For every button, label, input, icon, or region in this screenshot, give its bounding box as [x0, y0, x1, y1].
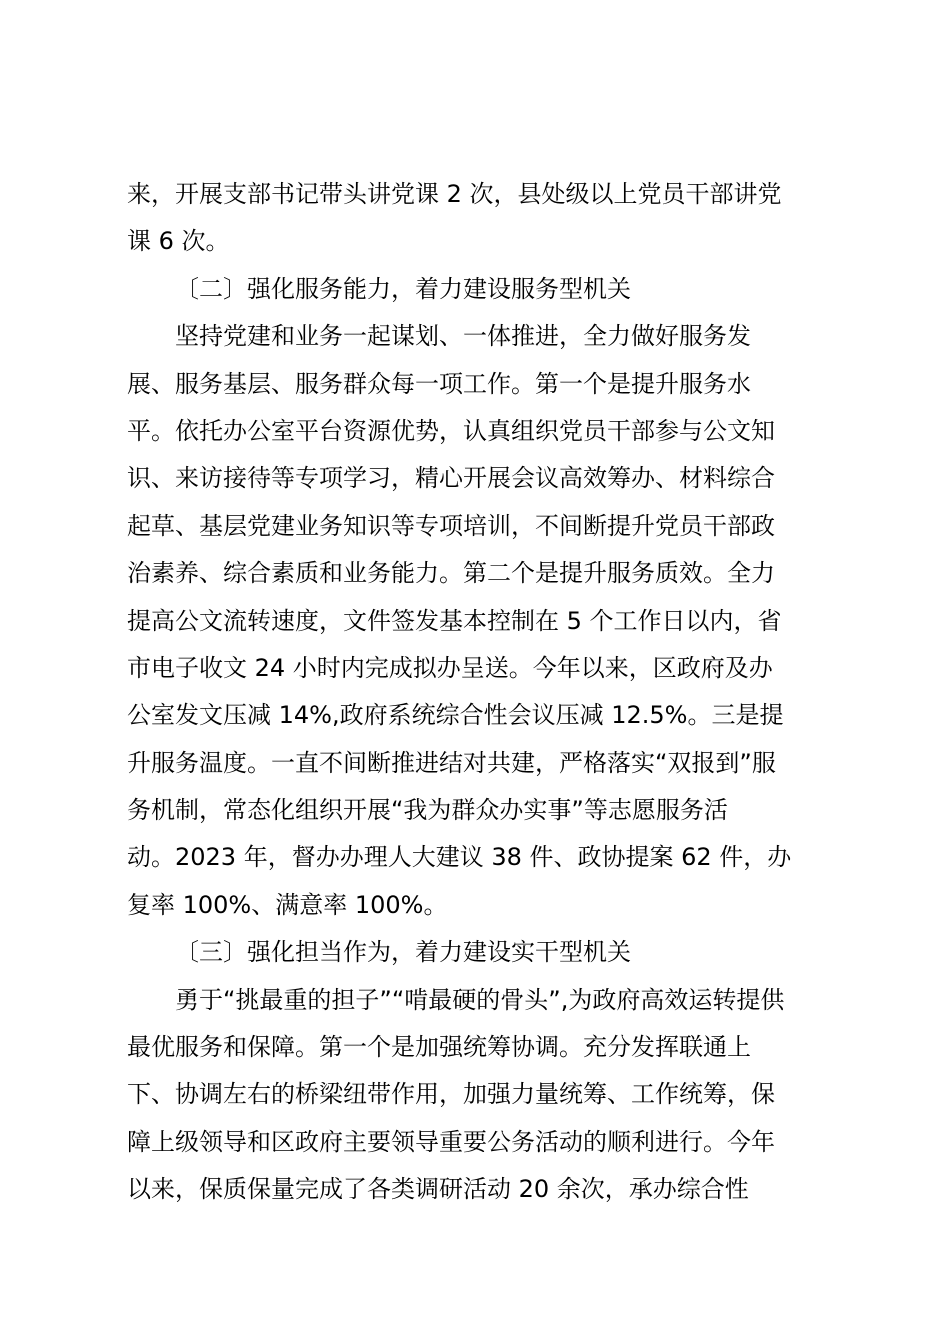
body-line: 提高公文流转速度，文件签发基本控制在 5 个工作日以内，省 [127, 606, 782, 635]
section-heading: 〔二〕强化服务能力，着力建设服务型机关 [175, 274, 631, 303]
paragraph-first-line: 勇于“挑最重的担子”“啃最硬的骨头”,为政府高效运转提供 [175, 985, 785, 1014]
body-line: 公室发文压减 14%,政府系统综合性会议压减 12.5%。三是提 [127, 701, 784, 730]
body-line: 升服务温度。一直不间断推进结对共建，严格落实“双报到”服 [127, 748, 776, 777]
body-line: 治素养、综合素质和业务能力。第二个是提升服务质效。全力 [127, 559, 775, 588]
body-line: 务机制，常态化组织开展“我为群众办实事”等志愿服务活 [127, 796, 728, 825]
body-line: 障上级领导和区政府主要领导重要公务活动的顺利进行。今年 [127, 1127, 775, 1156]
body-line: 来，开展支部书记带头讲党课 2 次，县处级以上党员干部讲党 [127, 180, 782, 208]
body-line: 展、服务基层、服务群众每一项工作。第一个是提升服务水 [127, 369, 751, 398]
document-page [127, 171, 827, 1214]
body-line: 识、来访接待等专项学习，精心开展会议高效筹办、材料综合 [127, 464, 775, 493]
body-line: 起草、基层党建业务知识等专项培训，不间断提升党员干部政 [127, 511, 775, 540]
paragraph-first-line: 坚持党建和业务一起谋划、一体推进，全力做好服务发 [175, 322, 751, 351]
body-line: 市电子收文 24 小时内完成拟办呈送。今年以来，区政府及办 [127, 653, 773, 682]
body-line: 复率 100%、满意率 100%。 [127, 890, 448, 919]
body-line: 课 6 次。 [127, 227, 230, 256]
body-line: 最优服务和保障。第一个是加强统筹协调。充分发挥联通上 [127, 1033, 751, 1062]
section-heading: 〔三〕强化担当作为，着力建设实干型机关 [175, 938, 631, 967]
body-line: 下、协调左右的桥梁纽带作用，加强力量统筹、工作统筹，保 [127, 1080, 775, 1109]
body-line: 平。依托办公室平台资源优势，认真组织党员干部参与公文知 [127, 416, 775, 445]
body-line: 动。2023 年，督办办理人大建议 38 件、政协提案 62 件，办 [127, 843, 792, 872]
body-line: 以来，保质保量完成了各类调研活动 20 余次，承办综合性 [127, 1175, 749, 1204]
